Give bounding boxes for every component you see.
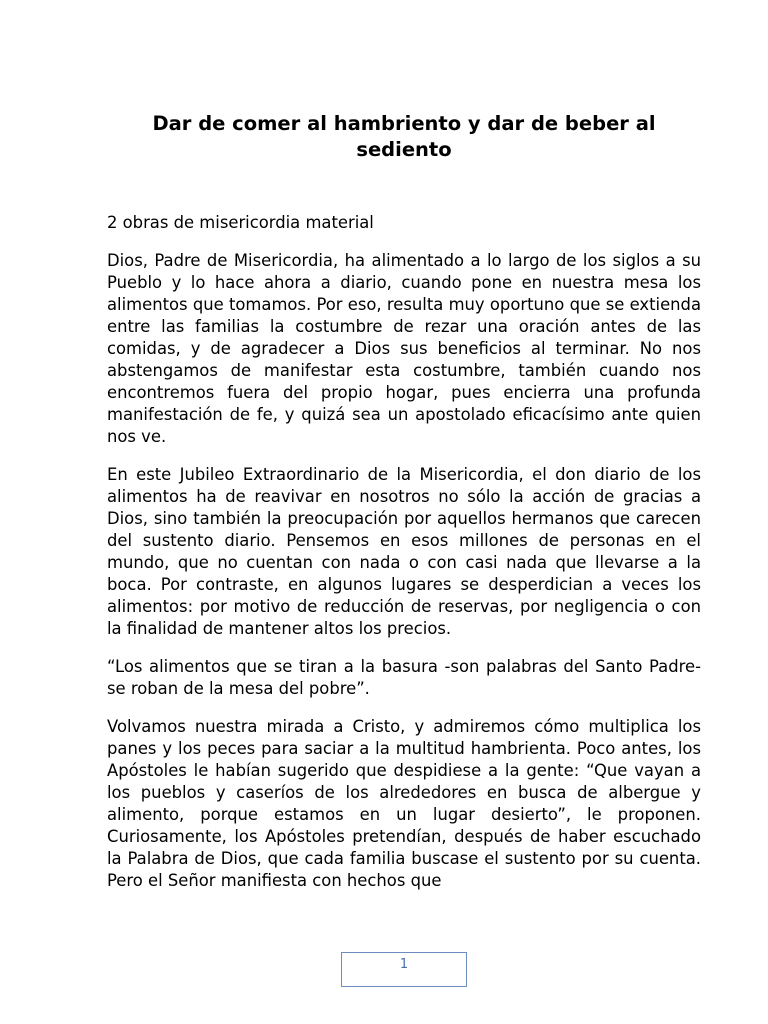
paragraph-4: Volvamos nuestra mirada a Cristo, y admiremos cómo multiplica los panes y los peces para saciar a la multitud hambrienta. Poco antes, los Apóstoles le habían sugerido que despidiese a la gente: “Que vayan a los pueblos y caseríos de los alrededores en busca de albergue y alimento, porque estamos en un lugar desierto”, le proponen. Curiosamente, los Apóstoles pretendían, después de haber escuchado la Palabra de Dios, que cada familia buscase el sustento por su cuenta. Pero el Señor manifiesta con hechos que bbox=[107, 717, 701, 890]
paragraph-3-quote: “Los alimentos que se tiran a la basura -son palabras del Santo Padre- se roban de la mesa del pobre”. bbox=[107, 657, 701, 698]
document-body bbox=[107, 212, 701, 908]
document-title: Dar de comer al hambriento y dar de beber al sediento bbox=[152, 112, 656, 161]
paragraph-1: Dios, Padre de Misericordia, ha alimentado a lo largo de los siglos a su Pueblo y lo hace ahora a diario, cuando pone en nuestra mesa los alimentos que tomamos. Por eso, resulta muy oportuno que se extienda entre las familias la costumbre de rezar una oración antes de las comidas, y de agradecer a Dios sus beneficios al terminar. No nos abstengamos de manifestar esta costumbre, también cuando nos encontremos fuera del propio hogar, pues encierra una profunda manifestación de fe, y quizá sea un apostolado eficacísimo ante quien nos ve. bbox=[107, 251, 701, 446]
paragraph-2: En este Jubileo Extraordinario de la Misericordia, el don diario de los alimentos ha de reavivar en nosotros no sólo la acción de gracias a Dios, sino también la preocupación por aquellos hermanos que carecen del sustento diario. Pensemos en esos millones de personas en el mundo, que no cuentan con nada o con casi nada que llevarse a la boca. Por contraste, en algunos lugares se desperdician a veces los alimentos: por motivo de reducción de reservas, por negligencia o con la finalidad de mantener altos los precios. bbox=[107, 465, 701, 638]
page-number: 1 bbox=[399, 957, 409, 972]
document-subtitle: 2 obras de misericordia material bbox=[107, 213, 374, 232]
page-number-box bbox=[341, 952, 467, 987]
